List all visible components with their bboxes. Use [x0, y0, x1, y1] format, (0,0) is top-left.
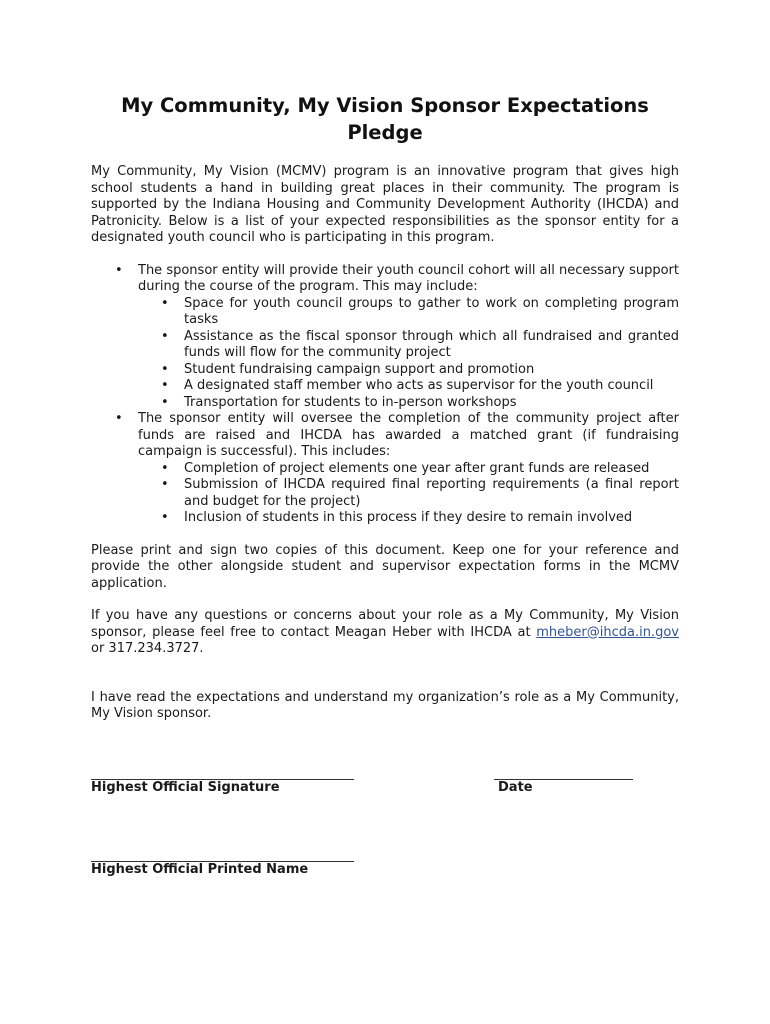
- sub-list: [138, 296, 679, 412]
- sub-list-item: • Assistance as the fiscal sponsor through which all fundraised and granted funds will flow for the community project: [184, 329, 679, 362]
- email-link[interactable]: mheber@ihcda.in.gov: [536, 624, 679, 640]
- signature-label: Highest Official Signature: [91, 779, 280, 795]
- list-item-text: The sponsor entity will oversee the completion of the community project after funds are raised and IHCDA has awarded a matched grant (if fundraising campaign is successful). This includes:: [138, 411, 679, 459]
- sub-list-item: • Inclusion of students in this process if they desire to remain involved: [184, 510, 679, 527]
- contact-text: If you have any questions or concerns about your role as a My Community, My Vision sponsor, please feel free to contact Meagan Heber with IHCDA at: [91, 608, 679, 640]
- printed-name-label: Highest Official Printed Name: [91, 861, 309, 877]
- sub-list-item: • Student fundraising campaign support and promotion: [184, 362, 679, 379]
- contact-phone-text: or 317.234.3727.: [91, 641, 204, 656]
- print-instructions: Please print and sign two copies of this document. Keep one for your reference and provide the other alongside student and supervisor expectation forms in the MCMV application.: [91, 542, 679, 591]
- sub-list-item: • Submission of IHCDA required final reporting requirements (a final report and budget for the project): [184, 477, 679, 510]
- date-label: Date: [498, 779, 533, 795]
- document-page: [91, 92, 679, 885]
- list-item-text: The sponsor entity will provide their youth council cohort will all necessary support during the course of the program. This may include:: [138, 262, 679, 294]
- sub-list-item: • Completion of project elements one year after grant funds are released: [184, 461, 679, 478]
- list-item: [138, 411, 679, 527]
- sub-list: [138, 461, 679, 527]
- responsibilities-list: [91, 263, 679, 527]
- sub-list-item: • Transportation for students to in-person workshops: [184, 395, 679, 412]
- printed-name-row: [91, 845, 679, 885]
- acknowledgement-statement: I have read the expectations and understand my organization’s role as a My Community, My Vision sponsor.: [91, 689, 679, 721]
- sub-list-item: • A designated staff member who acts as supervisor for the youth council: [184, 378, 679, 395]
- contact-paragraph: [91, 608, 679, 658]
- signature-row: [91, 763, 679, 803]
- page-title: My Community, My Vision Sponsor Expectations Pledge: [121, 94, 649, 144]
- list-item: [138, 263, 679, 412]
- intro-paragraph: My Community, My Vision (MCMV) program is an innovative program that gives high school students a hand in building great places in their community. The program is supported by the Indiana Housing and Community Development Authority (IHCDA) and Patronicity. Below is a list of your expected responsibilities as the sponsor entity for a designated youth council who is participating in this program.: [91, 164, 679, 245]
- sub-list-item: • Space for youth council groups to gather to work on completing program tasks: [184, 296, 679, 329]
